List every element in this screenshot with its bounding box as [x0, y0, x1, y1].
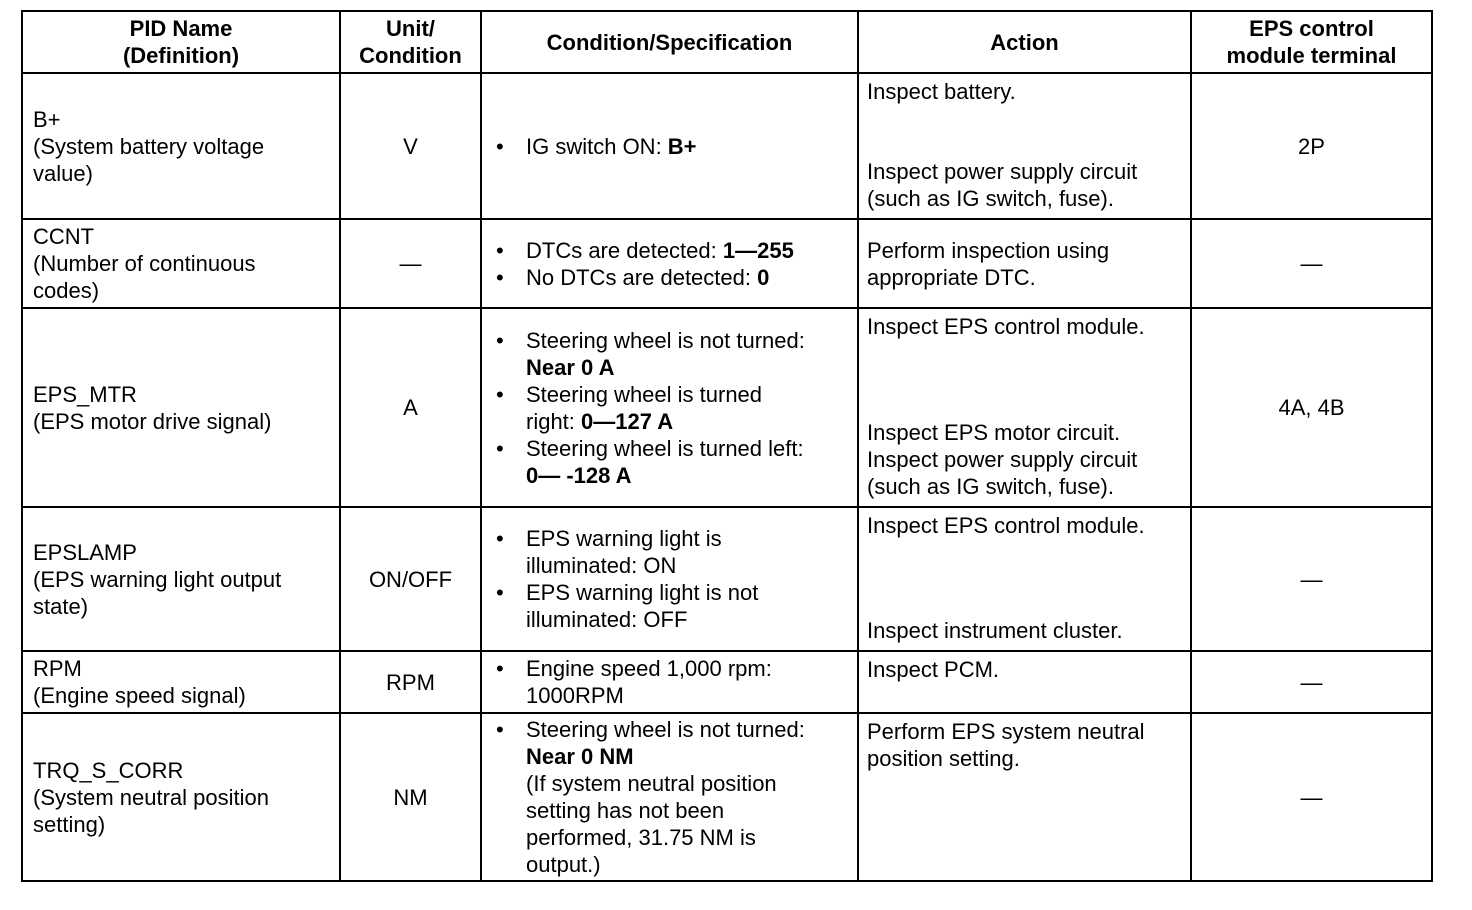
table-row — [22, 713, 1432, 881]
terminal-cell: — — [1191, 651, 1432, 713]
condition-cell — [481, 651, 858, 713]
pid-definition: codes) — [33, 278, 100, 303]
condition-cell — [481, 507, 858, 651]
condition-note: (If system neutral position — [526, 771, 777, 796]
action-text: Perform inspection using — [867, 237, 1110, 263]
pid-definition: value) — [33, 160, 93, 186]
action-text: Perform EPS system neutral — [867, 719, 1145, 744]
action-text: Inspect instrument cluster. — [867, 618, 1123, 643]
pid-definition: (System battery voltage — [33, 133, 265, 159]
table-header-row — [22, 11, 1432, 73]
terminal-cell: 4A, 4B — [1191, 308, 1432, 507]
condition-text: • Steering wheel is not turned: — [526, 327, 805, 353]
action-text: appropriate DTC. — [867, 264, 1036, 290]
header-unit — [340, 11, 481, 73]
unit-cell: RPM — [340, 651, 481, 713]
pid-definition: (Engine speed signal) — [33, 683, 246, 708]
condition-text: No DTCs are detected: — [526, 264, 758, 290]
action-cell — [858, 651, 1191, 713]
pid-cell — [22, 713, 340, 881]
action-cell — [858, 308, 1191, 507]
condition-text: 1000RPM — [526, 683, 624, 708]
condition-value: B+ — [667, 133, 697, 159]
unit-cell: ON/OFF — [340, 507, 481, 651]
pid-name: B+ — [33, 106, 61, 132]
pid-name: RPM — [33, 656, 82, 681]
condition-value: 0— -128 A — [526, 462, 632, 488]
condition-item — [496, 579, 851, 633]
header-terminal-line2: module terminal — [1226, 43, 1397, 68]
condition-text: illuminated: ON — [526, 553, 677, 578]
condition-item — [496, 655, 851, 709]
condition-text: IG switch ON: — [526, 133, 668, 159]
header-action: Action — [858, 11, 1191, 73]
table-row — [22, 308, 1432, 507]
condition-item — [496, 435, 851, 489]
condition-item — [496, 264, 851, 291]
pid-definition: (EPS motor drive signal) — [33, 408, 272, 434]
action-cell — [858, 507, 1191, 651]
condition-cell — [481, 308, 858, 507]
pid-definition: (Number of continuous — [33, 251, 256, 276]
condition-item — [496, 716, 851, 878]
condition-text: illuminated: OFF — [526, 607, 688, 632]
action-text: Inspect power supply circuit — [867, 159, 1138, 184]
condition-value: Near 0 A — [526, 354, 615, 380]
header-unit-line2: Condition — [359, 43, 462, 68]
pid-definition: (EPS warning light output — [33, 566, 282, 592]
condition-text: • EPS warning light is not — [526, 580, 759, 605]
action-text: Inspect power supply circuit — [867, 447, 1138, 472]
pid-name: EPSLAMP — [33, 539, 137, 565]
action-text: (such as IG switch, fuse). — [867, 474, 1114, 499]
pid-cell — [22, 651, 340, 713]
condition-value: 0 — [757, 264, 770, 290]
terminal-cell: 2P — [1191, 73, 1432, 219]
header-pid-line1: PID Name — [129, 16, 233, 41]
pid-definition: state) — [33, 593, 89, 619]
action-text: position setting. — [867, 746, 1020, 771]
table-row — [22, 219, 1432, 308]
unit-cell: — — [340, 219, 481, 308]
condition-item — [496, 327, 851, 381]
condition-note: setting has not been — [526, 798, 725, 823]
action-text: Inspect EPS motor circuit. — [867, 420, 1121, 445]
header-pid-line2: (Definition) — [122, 43, 240, 68]
condition-cell — [481, 73, 858, 219]
condition-cell — [481, 713, 858, 881]
action-cell — [858, 713, 1191, 881]
table-row — [22, 651, 1432, 713]
unit-cell: NM — [340, 713, 481, 881]
pid-definition: setting) — [33, 811, 106, 837]
terminal-cell: — — [1191, 713, 1432, 881]
header-unit-line1: Unit/ — [386, 16, 435, 41]
action-text: Inspect EPS control module. — [867, 314, 1145, 339]
pid-cell — [22, 73, 340, 219]
condition-note: performed, 31.75 NM is — [526, 825, 756, 850]
table-row — [22, 73, 1432, 219]
pid-name: TRQ_S_CORR — [33, 757, 184, 783]
condition-item — [496, 237, 851, 264]
condition-text: • Steering wheel is turned — [526, 381, 763, 407]
pid-name: EPS_MTR — [33, 381, 137, 407]
condition-cell — [481, 219, 858, 308]
pid-definition: (System neutral position — [33, 784, 269, 810]
unit-cell: V — [340, 73, 481, 219]
terminal-cell: — — [1191, 219, 1432, 308]
condition-text: DTCs are detected: — [526, 237, 723, 263]
condition-value: Near 0 NM — [526, 744, 634, 769]
header-terminal — [1191, 11, 1432, 73]
condition-text: • Steering wheel is turned left: — [526, 435, 804, 461]
header-pid-name — [22, 11, 340, 73]
terminal-cell: — — [1191, 507, 1432, 651]
pid-cell — [22, 219, 340, 308]
condition-note: output.) — [526, 852, 601, 877]
pid-name: CCNT — [33, 224, 95, 249]
header-terminal-line1: EPS control — [1249, 16, 1374, 41]
condition-value: 1—255 — [722, 237, 794, 263]
action-text: (such as IG switch, fuse). — [867, 186, 1114, 211]
condition-text: right: — [526, 408, 582, 434]
action-text: Inspect PCM. — [867, 657, 1000, 682]
action-text: Inspect EPS control module. — [867, 513, 1145, 538]
action-cell — [858, 73, 1191, 219]
header-condition: Condition/Specification — [481, 11, 858, 73]
table-row — [22, 507, 1432, 651]
condition-item — [496, 133, 851, 160]
condition-text: • Engine speed 1,000 rpm: — [526, 656, 772, 681]
condition-text: • Steering wheel is not turned: — [526, 717, 805, 742]
unit-cell: A — [340, 308, 481, 507]
condition-item — [496, 381, 851, 435]
action-cell — [858, 219, 1191, 308]
condition-text: • EPS warning light is — [526, 526, 722, 551]
pid-spec-table — [21, 10, 1433, 882]
condition-item — [496, 525, 851, 579]
action-text: Inspect battery. — [867, 79, 1016, 104]
pid-cell — [22, 308, 340, 507]
condition-value: 0—127 A — [581, 408, 674, 434]
pid-cell — [22, 507, 340, 651]
